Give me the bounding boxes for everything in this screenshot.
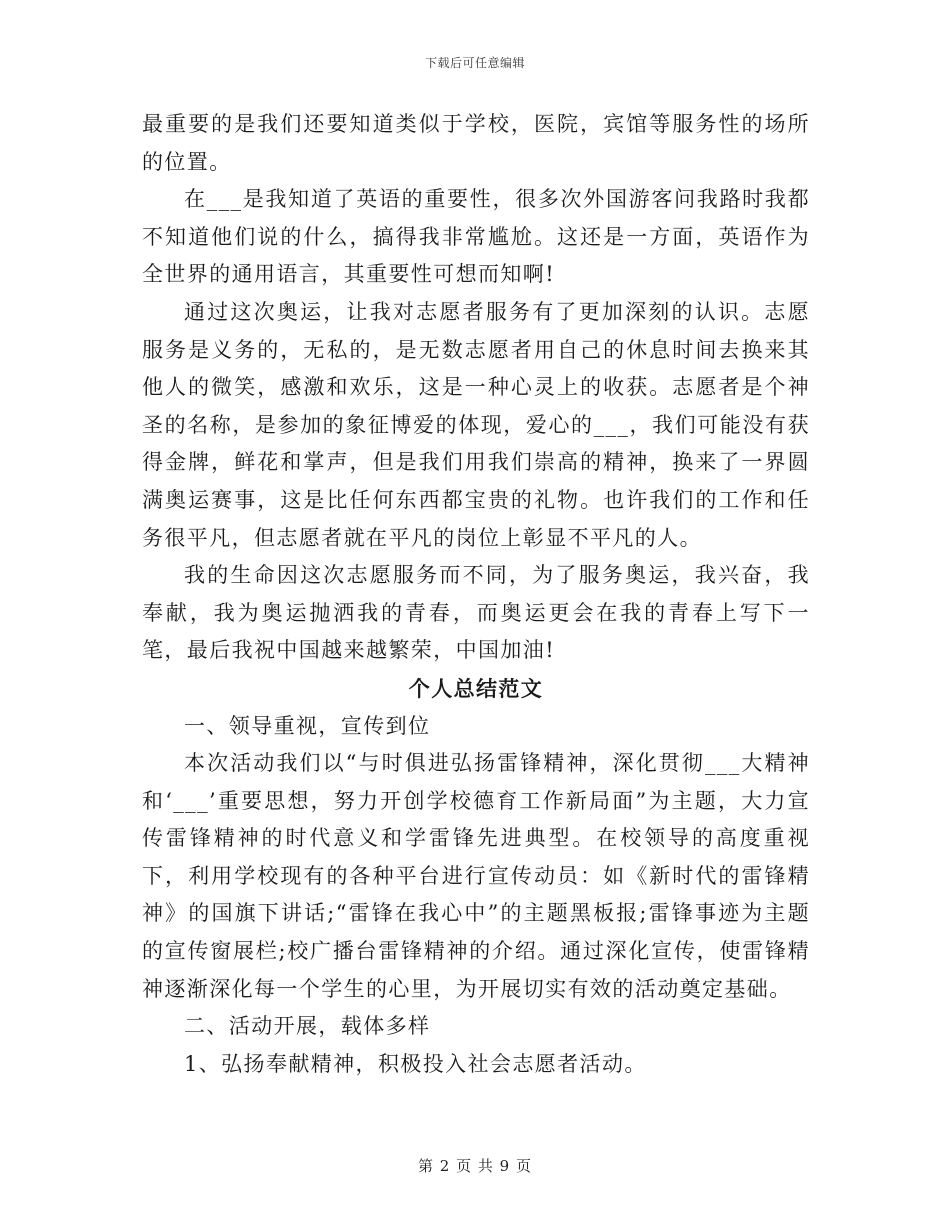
paragraph-english-importance: 在___是我知道了英语的重要性，很多次外国游客问我路时我都不知道他们说的什么，搞得我非常尴尬。这还是一方面，英语作为全世界的通用语言，其重要性可想而知啊!	[142, 187, 810, 287]
page-number: 第 2 页 共 9 页	[418, 1157, 532, 1175]
paragraph-volunteer-service: 通过这次奥运，让我对志愿者服务有了更加深刻的认识。志愿服务是义务的，无私的，是无数志愿者用自己的休息时间去换来其他人的微笑，感激和欢乐，这是一种心灵上的收获。志愿者是个神圣的名称，是参加的象征博爱的体现，爱心的___，我们可能没有获得金牌，鲜花和掌声，但是我们用我们崇高的精神，换来了一界圆满奥运赛事，这是比任何东西都宝贵的礼物。也许我们的工作和任务很平凡，但志愿者就在平凡的岗位上彰显不平凡的人。	[142, 299, 810, 550]
section-title: 个人总结范文	[408, 675, 544, 701]
paragraph-activity-theme: 本次活动我们以“与时俱进弘扬雷锋精神，深化贯彻___大精神和‘___’重要思想，努力开创学校德育工作新局面”为主题，大力宣传雷锋精神的时代意义和学雷锋先进典型。在校领导的高度重视下，利用学校现有的各种平台进行宣传动员：如《新时代的雷锋精神》的国旗下讲话;“雷锋在我心中”的主题黑板报;雷锋事迹为主题的宣传窗展栏;校广播台雷锋精神的介绍。通过深化宣传，使雷锋精神逐渐深化每一个学生的心里，为开展切实有效的活动奠定基础。	[142, 751, 810, 1001]
paragraph-locations: 最重要的是我们还要知道类似于学校，医院，宾馆等服务性的场所的位置。	[142, 112, 810, 174]
paragraph-conclusion: 我的生命因这次志愿服务而不同，为了服务奥运，我兴奋，我奉献，我为奥运抛洒我的青春，而奥运更会在我的青春上写下一笔，最后我祝中国越来越繁荣，中国加油!	[142, 563, 810, 663]
document-body	[142, 106, 810, 1083]
heading-leadership: 一、领导重视，宣传到位	[184, 713, 431, 738]
header-note: 下载后可任意编辑	[424, 56, 525, 70]
heading-activities: 二、活动开展，载体多样	[184, 1014, 431, 1039]
list-item-dedication: 1、弘扬奉献精神，积极投入社会志愿者活动。	[184, 1051, 647, 1076]
